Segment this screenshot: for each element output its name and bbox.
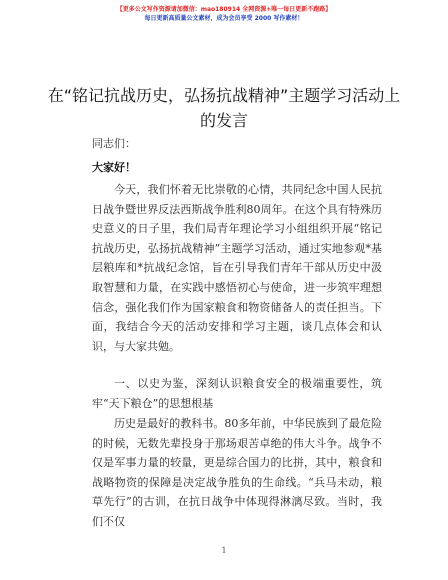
header-banner — [0, 5, 448, 23]
body-paragraph-intro: 今天，我们怀着无比崇敬的心情，共同纪念中国人民抗日战争暨世界反法西斯战争胜利80周年。在这个具有特殊历史意义的日子里，我们局青年理论学习小组组织开展“铭记抗战历史，弘扬抗战精神”主题学习活动，通过实地参观*基层粮库和*抗战纪念馆，旨在引导我们青年干部从历史中汲取智慧和力量，在实践中感悟初心与使命，进一步筑牢理想信念，强化我们作为国家粮食和物资储备人的责任担当。下面，我结合今天的活动安排和学习主题，谈几点体会和认识，与大家共勉。 — [92, 183, 382, 353]
banner-membership-line: 每日更新高质量公文素材，成为会员享受 2000 写作素材！ — [144, 15, 304, 22]
body-paragraph-history: 历史是最好的教科书。80多年前，中华民族到了最危险的时候，无数先辈投身于那场艰苦卓绝的伟大斗争。战争不仅是军事力量的较量，更是综合国力的比拼，其中，粮食和战略物资的保障是决定战争胜负的生命线。“兵马未动，粮草先行”的古训，在抗日战争中体现得淋漓尽致。当时，我们不仅 — [92, 417, 382, 528]
document-title: 在“铭记抗战历史，弘扬抗战精神”主题学习活动上的发言 — [47, 86, 401, 130]
greeting: 大家好！ — [92, 161, 136, 174]
salutation: 同志们： — [92, 137, 136, 150]
page-number: 1 — [221, 546, 227, 555]
banner-promo-line: 【更多公文写作资源请加微信：mao180914 全网资源+唯一每日更新不跑路】 — [116, 6, 332, 13]
section-heading-1: 一、以史为鉴，深刻认识粮食安全的极端重要性，筑牢“天下粮仓”的思想根基 — [92, 377, 382, 410]
